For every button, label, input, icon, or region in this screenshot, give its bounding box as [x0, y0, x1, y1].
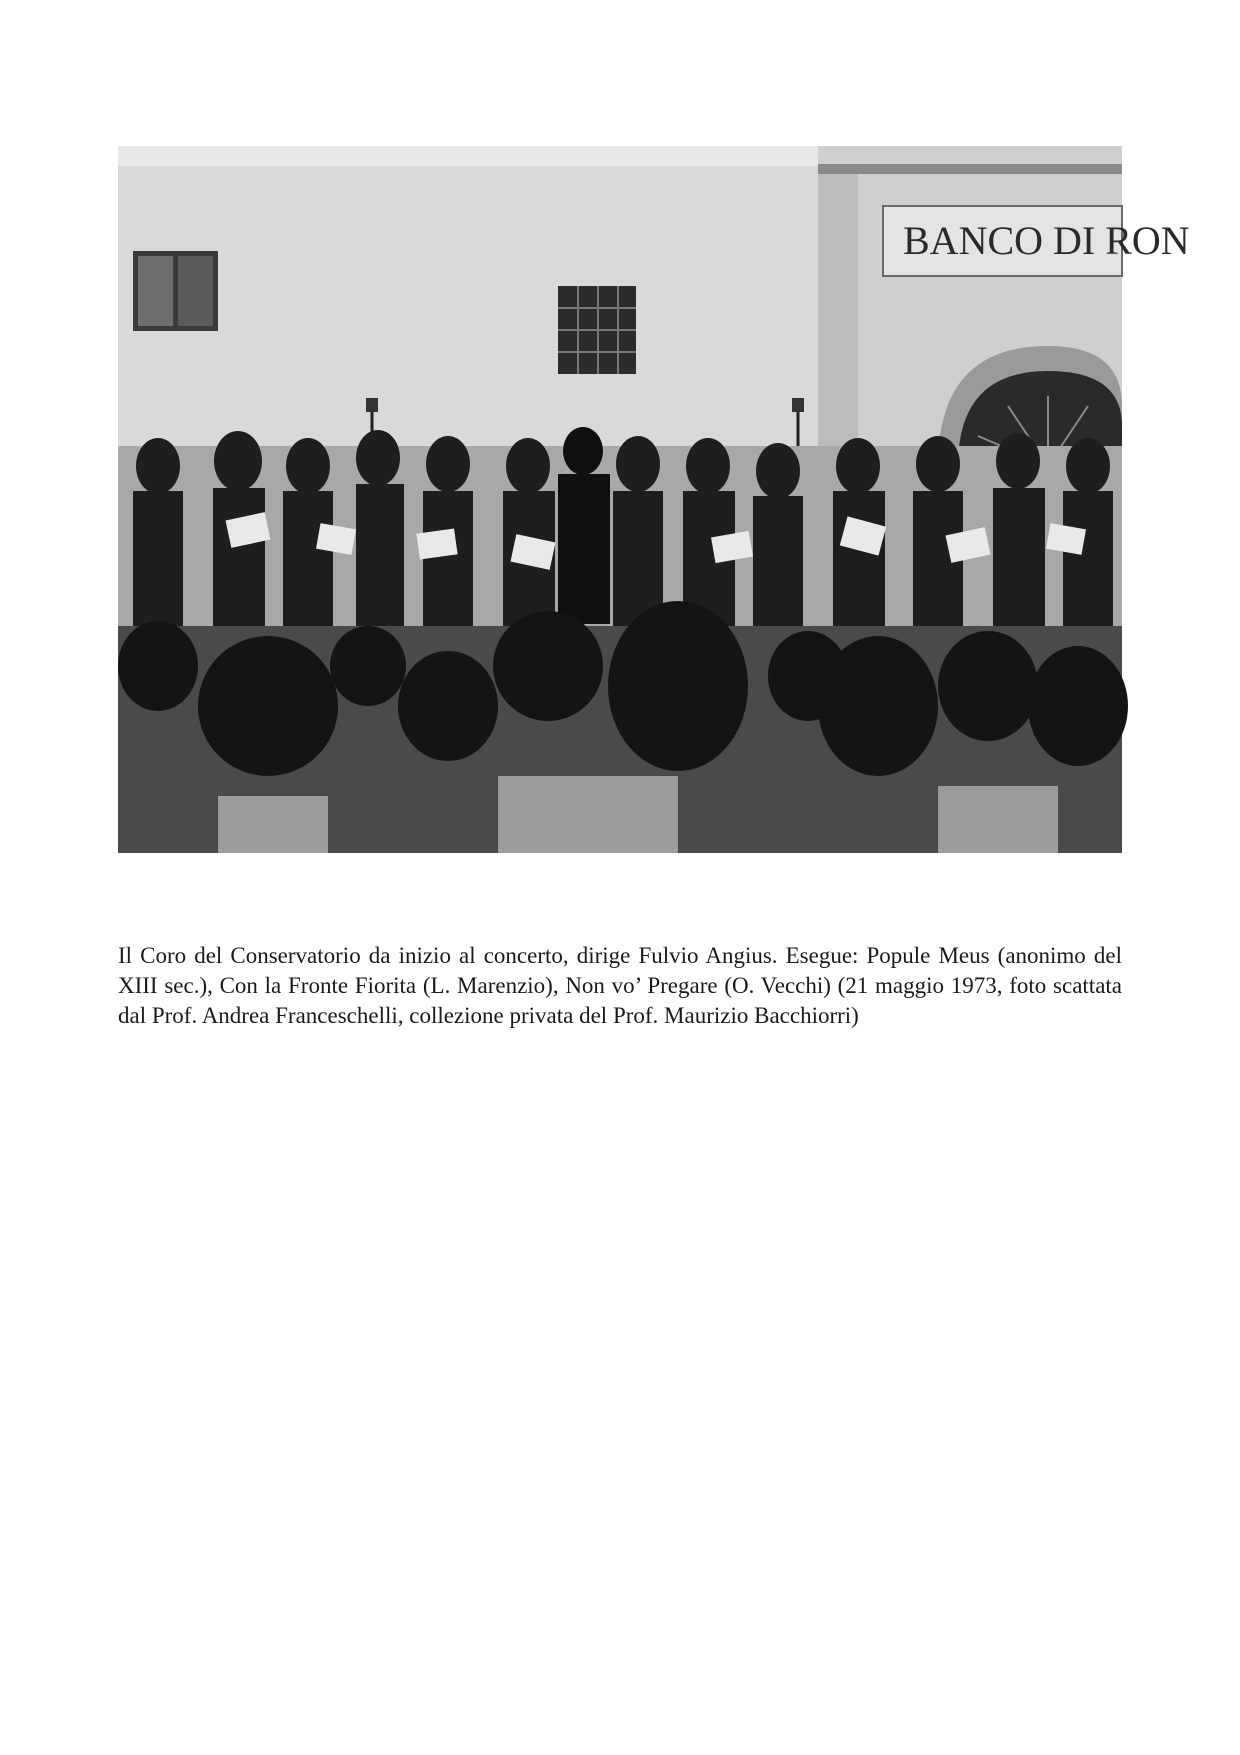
cornice	[818, 164, 1122, 174]
concert-photograph	[118, 146, 1190, 853]
pilaster	[818, 174, 858, 474]
conductor-head	[563, 427, 603, 475]
conductor-body	[558, 474, 610, 624]
bank-sign-text: BANCO DI RON	[903, 218, 1190, 263]
photo-illustration	[118, 146, 1190, 853]
photo-caption: Il Coro del Conservatorio da inizio al concerto, dirige Fulvio Angius. Esegue: Popule Meus (anonimo del XIII sec.), Con la Fronte Fiorita (L. Marenzio), Non vo’ Pregare (O. Vecchi) (21 maggio 1973, foto scattata dal Prof. Andrea Franceschelli, collezione privata del Prof. Maurizio Bacchiorri)	[118, 943, 1122, 1028]
